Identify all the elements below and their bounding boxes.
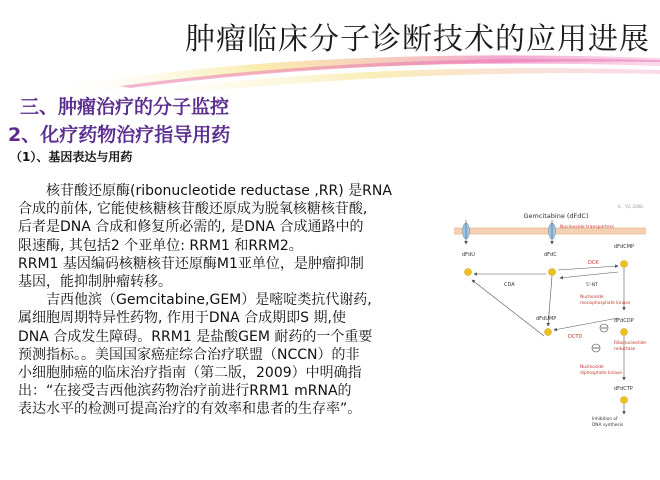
para3-line: 出：“在接受吉西他滨药物治疗前进行RRM1 mRNA的	[18, 383, 352, 400]
dfdump-label: dFdUMP	[536, 316, 557, 322]
section-heading: 三、肿瘤治疗的分子监控	[20, 96, 230, 118]
dfdc-label: dFdC	[544, 252, 557, 258]
dfdcmp-label: dFdCMP	[614, 244, 635, 250]
para3-line: 吉西他滨（Gemcitabine,GEM）是嘧啶类抗代谢药,	[46, 292, 372, 309]
dfdcdp-label: dFdCDP	[614, 318, 634, 324]
para3-line: 预测指标。。美国国家癌症综合治疗联盟（NCCN）的非	[18, 346, 360, 363]
nmk-label-1: Nucleoside	[580, 295, 604, 300]
para2-line: RRM1 基因编码核糖核苷还原酶M1亚单位，是肿瘤抑制	[18, 255, 364, 272]
molecule-icon	[621, 261, 628, 268]
transporters-label: Nucleoside transporters	[560, 225, 614, 230]
cda-label: CDA	[504, 282, 515, 288]
dfdu-label: dFdU	[462, 252, 475, 258]
molecule-icon	[621, 397, 628, 404]
para1-line: 核苷酸还原酶(ribonucleotide reductase ,RR) 是RNA	[46, 183, 392, 199]
molecule-icon	[621, 329, 628, 336]
para1-line: 后者是DNA 合成和修复所必需的, 是DNA 合成通路中的	[18, 219, 364, 236]
dfdctp-label: dFdCTP	[614, 386, 633, 392]
dck-label: DCK	[588, 260, 599, 266]
inhibition-label-1: Inhibition of	[592, 417, 618, 422]
rr-label-2: reductase	[614, 347, 636, 352]
gemcitabine-pathway-figure	[448, 198, 652, 430]
figure-corner-note: V... Y2, 2008.	[617, 204, 644, 209]
para1-line: 限速酶, 其包括2 个亚单位: RRM1 和RRM2。	[18, 237, 303, 254]
ndk-label-2: diphosphate kinase	[580, 371, 622, 376]
molecule-icon	[545, 329, 552, 336]
para1-line: 合成的前体, 它能使核糖核苷酸还原成为脱氧核糖核苷酸,	[18, 201, 368, 218]
subsection-heading: 2、化疗药物治疗指导用药	[8, 124, 231, 146]
para3-line: 属细胞周期特异性药物, 作用于DNA 合成期即S 期,使	[18, 310, 346, 327]
ndk-label-1: Nucleoside	[580, 365, 604, 370]
nt5-label: 5'-NT	[586, 283, 598, 288]
body-text	[18, 182, 448, 419]
para3-line: 小细胞肺癌的临床治疗指南（第二版，2009）中明确指	[18, 365, 362, 382]
gemcitabine-label: Gemcitabine (dFdC)	[523, 212, 589, 220]
para2-line: 基因，能抑制肿瘤转移。	[18, 274, 172, 291]
rr-label-1: Ribonucleotide	[614, 341, 647, 346]
dctd-label: DCTD	[568, 334, 583, 340]
nmk-label-2: monophosphate kinase	[580, 301, 631, 306]
topic-heading: （1）、基因表达与用药	[10, 150, 133, 164]
slide-title: 肿瘤临床分子诊断技术的应用进展	[185, 22, 650, 57]
para3-line: DNA 合成发生障碍。RRM1 是盐酸GEM 耐药的一个重要	[18, 328, 373, 345]
inhibition-label-2: DNA synthesis	[592, 423, 624, 428]
molecule-icon	[465, 269, 472, 276]
para3-line: 表达水平的检测可提高治疗的有效率和患者的生存率”。	[18, 401, 362, 418]
molecule-icon	[549, 269, 556, 276]
